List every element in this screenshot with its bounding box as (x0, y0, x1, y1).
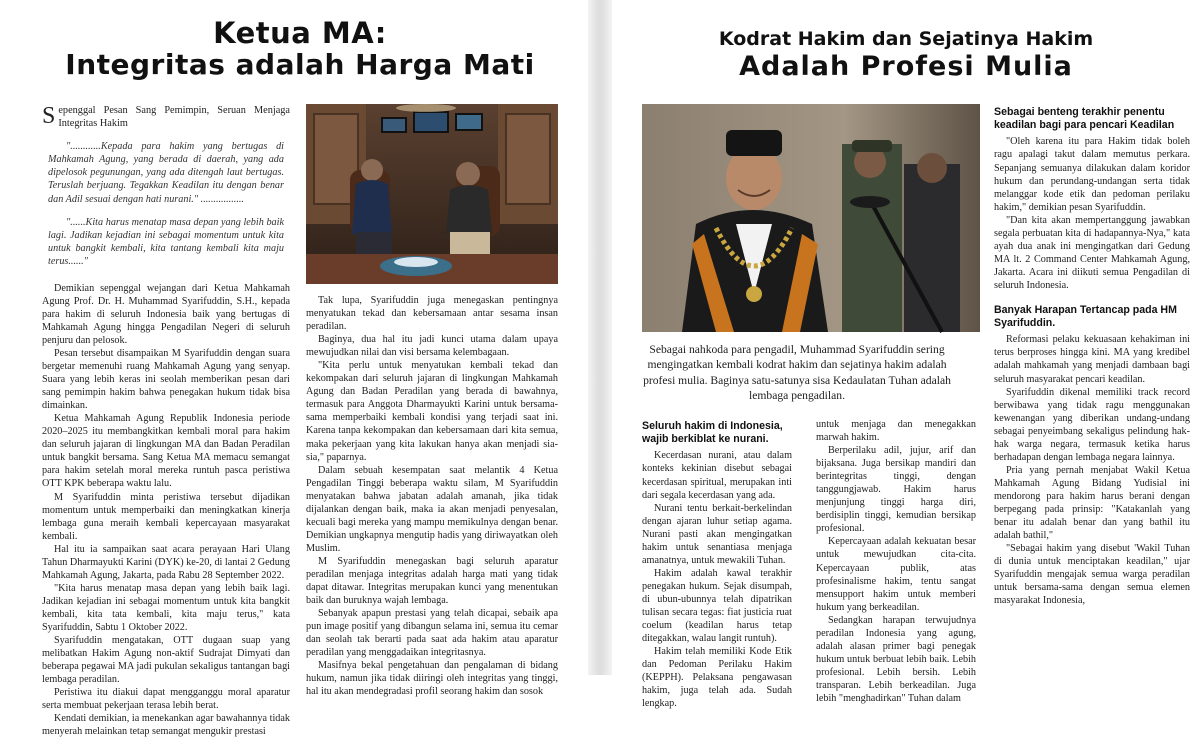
right-headline-line1: Kodrat Hakim dan Sejatinya Hakim (718, 28, 1094, 50)
left-headline-line2: Integritas adalah Harga Mati (65, 47, 535, 81)
lead-text: epenggal Pesan Sang Pemimpin, Seruan Menjaga Integritas Hakim (58, 105, 290, 130)
portrait-photo (642, 104, 980, 332)
right-headline (612, 28, 1200, 82)
body-paragraph: Peristiwa itu diakui dapat mengganggu moral aparatur serta membuat pekerjaan terasa lebih berat. (42, 687, 290, 712)
body-paragraph: Kendati demikian, ia menekankan agar bawahannya tidak menyerah melainkan tetap semangat mengukir prestasi (42, 713, 290, 738)
body-paragraph: "Kita perlu untuk menyatukan kembali tekad dan kekompakan dari seluruh jajaran di lingkungan Mahkamah Agung dan Badan Peradilan yang berada di bawahnya, termasuk para Anggota Dharmayukti Karini untuk bersama-sama memperbaiki kembali kondisi yang terjadi saat ini. Karena tanpa kekompakan dan kebersamaan dari kita semua, maka pekerjaan yang kita lakukan hanya akan menjadi sia-sia," paparnya. (306, 360, 558, 463)
body-paragraph: "Oleh karena itu para Hakim tidak boleh ragu apalagi takut dalam memutus perkara. Sepanjang semuanya dilakukan dalam koridor hukum dan perundang-undangan serta tidak melanggar kode etik dan pedoman perilaku hakim," demikian pesan Syarifuddin. (994, 136, 1190, 213)
pull-quote-1: "............Kepada para hakim yang bertugas di Mahkamah Agung, yang berada di daerah, yang ada dipelosok pegunungan, yang ada ditengah laut bertugas. Teruslah berjuang. Tegakkan Keadilan itu dengan benar dan Adil sesuai dengan hati nurani." ................. (48, 141, 284, 205)
body-paragraph: "Dan kita akan mempertanggung jawabkan segala perbuatan kita di hadapannya-Nya," kata ayah dua anak ini mengingatkan dari Gedung MA lt. 2 Command Center Mahkamah Agung, Jakarta. Acara ini diikuti semua Pengadilan di seluruh Indonesia. (994, 214, 1190, 291)
pull-quote-2: "......Kita harus menatap masa depan yang lebih baik lagi. Jadikan kejadian ini sebagai momentum untuk kita untuk bangkit kembali, kita tantang kembali kita maju terus......" (48, 216, 284, 267)
body-paragraph: Baginya, dua hal itu jadi kunci utama dalam upaya mewujudkan nilai dan visi bersama kelembagaan. (306, 334, 558, 359)
left-headline (20, 18, 580, 81)
portrait-photo-image (642, 104, 980, 332)
right-headline-line2: Adalah Profesi Mulia (739, 50, 1073, 82)
body-paragraph: Demikian sepenggal wejangan dari Ketua Mahkamah Agung Prof. Dr. H. Muhammad Syarifuddin, S.H., kepada para hakim di seluruh Indonesia baik yang bertugas di Mahkamah Agung hingga Pengadilan Negeri di seluruh penjuru dan pelosok. (42, 282, 290, 346)
body-paragraph: Dalam sebuah kesempatan saat melantik 4 Ketua Pengadilan Tinggi beberapa waktu silam, M Syarifuddin menyatakan bahwa jabatan adalah amanah, jika tidak dijalankan dengan baik, maka ia akan menjadi penyesalan, kecuali bagi mereka yang mampu memikulnya dengan benar. Demikian ungkapnya mengutip hadis yang diriwayatkan oleh Muslim. (306, 464, 558, 554)
left-column-1 (42, 103, 290, 738)
section-heading: Sebagai benteng terakhir penentu keadilan bagi para pencari Keadilan (994, 106, 1175, 131)
right-sidebar-column (994, 104, 1190, 675)
body-paragraph: "Sebagai hakim yang disebut 'Wakil Tuhan di dunia untuk menciptakan keadilan," ujar Syarifuddin mengajak semua warga peradilan untuk bersama-sama dengan semua elemen masyarakat Indonesia, (994, 543, 1190, 607)
section-heading: Banyak Harapan Tertancap pada HM Syarifuddin. (994, 303, 1177, 329)
body-paragraph: Nurani tentu berkait-berkelindan dengan ajaran luhur setiap agama. Nurani pasti akan mengingatkan hakim untuk senantiasa menjaga amanatnya, untuk mewakili Tuhan. (642, 502, 792, 566)
left-column-2 (306, 294, 558, 698)
right-page (612, 0, 1200, 710)
right-column-a (642, 418, 792, 710)
lead-paragraph (42, 104, 290, 130)
body-paragraph: Ketua Mahkamah Agung Republik Indonesia periode 2020–2025 itu membangkitkan kembali moral para hakim dan seluruh jajaran di lingkungan MA dan Badan Peradilan untuk bangkit bersama. Sang Ketua MA memacu semangat para hakim setelah moral mereka runtuh pasca peristiwa OTT KPK beberapa waktu lalu. (42, 413, 290, 490)
body-paragraph: Syarifuddin mengatakan, OTT dugaan suap yang melibatkan Hakim Agung non-aktif Sudrajat Dimyati dan beberapa pegawai MA jadi pukulan sekaligus tantangan bagi lembaga peradilan. (42, 635, 290, 686)
body-paragraph: Reformasi pelaku kekuasaan kehakiman ini terus berproses hingga kini. MA yang kredibel adalah mahkamah yang menjadi dambaan bagi seluruh masyarakat pencari keadilan. (994, 334, 1190, 385)
body-paragraph: Hal itu ia sampaikan saat acara perayaan Hari Ulang Tahun Dharmayukti Karini (DYK) ke-20, di lantai 2 Gedung Mahkamah Agung, Jakarta, pada Rabu 28 September 2022. (42, 543, 290, 581)
body-paragraph: Syarifuddin dikenal memiliki track record berwibawa yang tidak ragu menggunakan kewenangan yang diberikan undang-undang sebagai penyeimbang sekaligus pelindung hak-hak warga negara, termasuk ketika harus berhadapan dengan lembaga negara lainnya. (994, 386, 1190, 463)
left-column-1-body (42, 282, 290, 738)
body-paragraph: Pria yang pernah menjabat Wakil Ketua Mahkamah Agung Bidang Yudisial ini mendorong para hakim harus berani dengan berpegang pada prinsip: "Katakanlah yang benar itu adalah benar dan yang bathil itu adalah bathil," (994, 464, 1190, 542)
body-paragraph: Pesan tersebut disampaikan M Syarifuddin dengan suara bergetar memenuhi ruang Mahkamah Agung yang senyap. Suara yang lebih keras ini seolah memberikan pesan dari sang pemimpin hakim bahwa penegakan hukum tidak bisa dimainkan. (42, 348, 290, 412)
body-paragraph: Kecerdasan nurani, atau dalam konteks kekinian disebut sebagai kecerdasan spiritual, merupakan inti dari segala kecerdasan yang ada. (642, 450, 792, 501)
drop-cap: S (42, 103, 56, 129)
meeting-photo-image (306, 104, 558, 284)
left-headline-line1: Ketua MA: (213, 16, 387, 50)
page-gutter (588, 0, 612, 675)
left-page (0, 0, 588, 738)
photo-caption: Sebagai nahkoda para pengadil, Muhammad Syarifuddin sering mengingatkan kembali kodrat hakim dan sejatinya hakim adalah profesi mulia. Baginya satu-satunya sisa Kedaulatan Tuhan adalah lembaga pengadilan. (643, 343, 951, 402)
body-paragraph: Sedangkan harapan terwujudnya peradilan Indonesia yang agung, adalah alasan primer bagi penegak hukum untuk berbuat lebih baik. Lebih profesional. Lebih bersih. Lebih transparan. Lebih berkeadilan. Juga lebih "menghadirkan" Tuhan dalam (816, 614, 976, 704)
body-paragraph: Sebanyak apapun prestasi yang telah dicapai, sebaik apa pun image positif yang dibangun selama ini, semua itu cemar dan seolah tak berarti pada saat ada hakim atau aparatur peradilan yang menggadaikan integritasnya. (306, 608, 558, 659)
body-paragraph: untuk menjaga dan menegakkan marwah hakim. (816, 419, 976, 444)
meeting-photo (306, 104, 558, 284)
body-paragraph: M Syarifuddin minta peristiwa tersebut dijadikan momentum untuk memperbaiki dan meningkatkan kinerja lembaga guna meraih kembali kepercayaan masyarakat kembali. (42, 491, 290, 542)
section-heading: Seluruh hakim di Indonesia, wajib berkiblat ke nurani. (642, 420, 783, 445)
body-paragraph: Hakim adalah kawal terakhir penegakan hukum. Sejak disumpah, di ubun-ubunnya telah dipatrikan tulisan secara tegas: fiat justicia ruat coelum (keadilan harus tetap ditegakkan, walau langit runtuh). (642, 567, 792, 645)
body-paragraph: Hakim telah memiliki Kode Etik dan Pedoman Perilaku Hakim (KEPPH). Pelaksana pengawasan hakim, juga telah ada. Sudah lengkap. (642, 646, 792, 710)
body-paragraph: "Kita harus menatap masa depan yang lebih baik lagi. Jadikan kejadian ini sebagai momentum untuk kita bangkit kembali, kita tata kembali, kita maju terus," kata Syarifuddin, Sabtu 1 Oktober 2022. (42, 582, 290, 633)
body-paragraph: Kepercayaan adalah kekuatan besar untuk mewujudkan cita-cita. Kepercayaan publik, atas profesinalisme hakim, tentu sangat mensupport hakim untuk memberi hukum yang berkeadilan. (816, 536, 976, 613)
body-paragraph: Masifnya bekal pengetahuan dan pengalaman di bidang hukum, namun jika tidak diiringi oleh integritas yang tinggi, hal itu akan mendegradasi profil seorang hakim dan sosok (306, 660, 558, 698)
body-paragraph: Tak lupa, Syarifuddin juga menegaskan pentingnya menyatukan tekad dan kebersamaan antar sesama insan peradilan. (306, 295, 558, 333)
right-column-b (816, 418, 976, 704)
body-paragraph: M Syarifuddin menegaskan bagi seluruh aparatur peradilan menjaga integritas adalah harga mati yang tidak dapat ditawar. Integritas merupakan kunci yang menentukan baik dan buruknya wajah lembaga. (306, 555, 558, 607)
body-paragraph: Berperilaku adil, jujur, arif dan bijaksana. Juga bersikap mandiri dan berintegritas tinggi, dengan tanggungjawab. Hakim harus menjunjung tinggi harga diri, berdisiplin tinggi, kemudian bersikap profesional. (816, 445, 976, 535)
